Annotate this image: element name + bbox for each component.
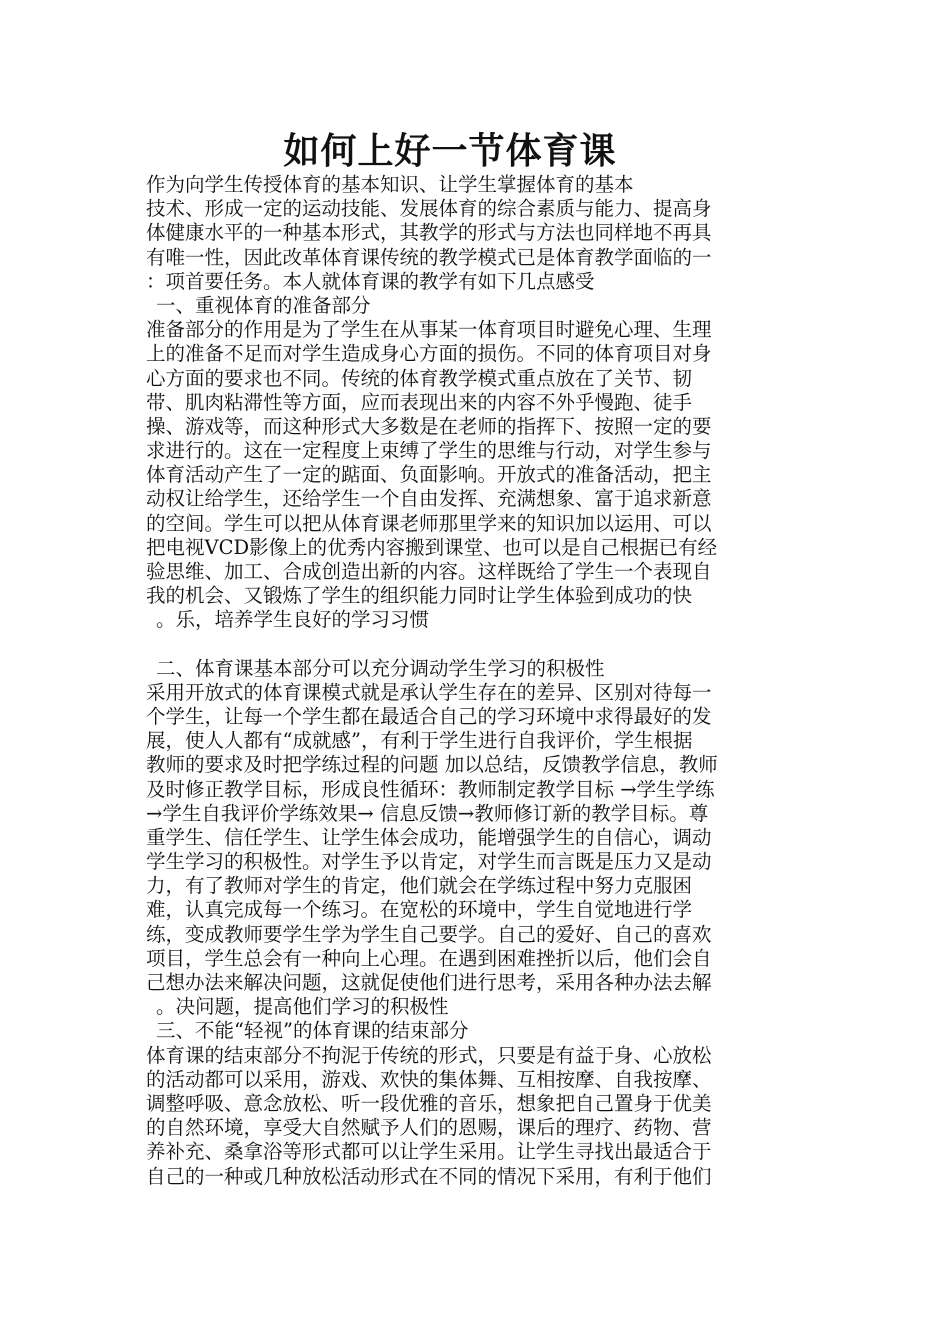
text-line: 体育课的结束部分不拘泥于传统的形式，只要是有益于身、心放松 <box>146 1043 712 1067</box>
text-line: 把电视VCD影像上的优秀内容搬到课堂、也可以是自己根据已有经 <box>146 535 718 559</box>
text-line: 难，认真完成每一个练习。在宽松的环境中，学生自觉地进行学 <box>146 898 693 922</box>
text-line: 作为向学生传授体育的基本知识、让学生掌握体育的基本 <box>146 173 634 196</box>
document-body <box>146 173 806 1189</box>
section-heading: 二、体育课基本部分可以充分调动学生学习的积极性 <box>156 656 605 680</box>
text-line: 我的机会、又锻炼了学生的组织能力同时让学生体验到成功的快 <box>146 584 693 608</box>
text-line: 学生学习的积极性。对学生予以肯定，对学生而言既是压力又是动 <box>146 850 712 874</box>
text-line: 动权让给学生，还给学生一个自由发挥、充满想象、富于追求新意 <box>146 487 712 511</box>
text-line: 调整呼吸、意念放松、听一段优雅的音乐，想象把自己置身于优美 <box>146 1091 712 1115</box>
text-line: 带、肌肉粘滞性等方面，应而表现出来的内容不外乎慢跑、徒手 <box>146 390 693 414</box>
section-1 <box>146 294 806 633</box>
text-line: 重学生、信任学生、让学生体会成功，能增强学生的自信心，调动 <box>146 825 712 849</box>
text-line: 。乐，培养学生良好的学习习惯 <box>156 608 430 632</box>
text-line: 验思维、加工、合成创造出新的内容。这样既给了学生一个表现自 <box>146 560 712 583</box>
text-line: 项目，学生总会有一种向上心理。在遇到困难挫折以后，他们会自 <box>146 946 712 970</box>
paragraph-gap <box>146 633 806 657</box>
text-line: 的自然环境，享受大自然赋予人们的恩赐，课后的理疗、药物、营 <box>146 1116 712 1140</box>
text-line: 的空间。学生可以把从体育课老师那里学来的知识加以运用、可以 <box>146 511 712 535</box>
text-line: 体健康水平的一种基本形式，其教学的形式与方法也同样地不再具 <box>146 221 712 245</box>
text-line: 技术、形成一定的运动技能、发展体育的综合素质与能力、提高身 <box>146 197 712 221</box>
text-line: 准备部分的作用是为了学生在从事某一体育项目时避免心理、生理 <box>146 318 712 342</box>
text-line: 求进行的。这在一定程度上束缚了学生的思维与行动，对学生参与 <box>146 439 712 463</box>
text-line: →学生自我评价学练效果→ 信息反馈→教师修订新的教学目标。尊 <box>146 801 709 825</box>
text-line: 上的准备不足而对学生造成身心方面的损伤。不同的体育项目对身 <box>146 342 712 366</box>
text-line: 采用开放式的体育课模式就是承认学生存在的差异、区别对待每一 <box>146 680 712 704</box>
text-line: 练，变成教师要学生学为学生自己要学。自己的爱好、自己的喜欢 <box>146 922 712 946</box>
section-2 <box>146 657 806 1020</box>
text-line: 己想办法来解决问题，这就促使他们进行思考，采用各种办法去解 <box>146 971 712 994</box>
text-line: 及时修正教学目标，形成良性循环：教师制定教学目标 →学生学练 <box>146 777 715 801</box>
intro-paragraph <box>146 173 806 294</box>
section-3 <box>146 1019 806 1188</box>
text-line: 力，有了教师对学生的肯定，他们就会在学练过程中努力克服困 <box>146 874 693 898</box>
text-line: ：项首要任务。本人就体育课的教学有如下几点感受 <box>146 269 595 293</box>
text-line: 。决问题，提高他们学习的积极性 <box>156 995 449 1019</box>
text-line: 体育活动产生了一定的踮面、负面影响。开放式的准备活动，把主 <box>146 463 712 487</box>
text-line: 自己的一种或几种放松活动形式在不同的情况下采用，有利于他们 <box>146 1164 712 1188</box>
text-line: 心方面的要求也不同。传统的体育教学模式重点放在了关节、韧 <box>146 366 693 390</box>
text-line: 养补充、桑拿浴等形式都可以让学生采用。让学生寻找出最适合于 <box>146 1140 712 1164</box>
text-line: 操、游戏等，而这种形式大多数是在老师的指挥下、按照一定的要 <box>146 414 712 438</box>
section-heading: 三、不能“轻视”的体育课的结束部分 <box>156 1019 469 1043</box>
text-line: 的活动都可以采用，游戏、欢快的集体舞、互相按摩、自我按摩、 <box>146 1067 712 1091</box>
text-line: 有唯一性，因此改革体育课传统的教学模式已是体育教学面临的一 <box>146 245 712 269</box>
text-line: 个学生，让每一个学生都在最适合自己的学习环境中求得最好的发 <box>146 704 712 728</box>
text-line: 教师的要求及时把学练过程的问题 加以总结，反馈教学信息，教师 <box>146 753 718 777</box>
section-heading: 一、重视体育的准备部分 <box>156 293 371 317</box>
text-line: 展，使人人都有“成就感”，有利于学生进行自我评价，学生根据 <box>146 729 693 753</box>
document-title: 如何上好一节体育课 <box>283 130 617 172</box>
